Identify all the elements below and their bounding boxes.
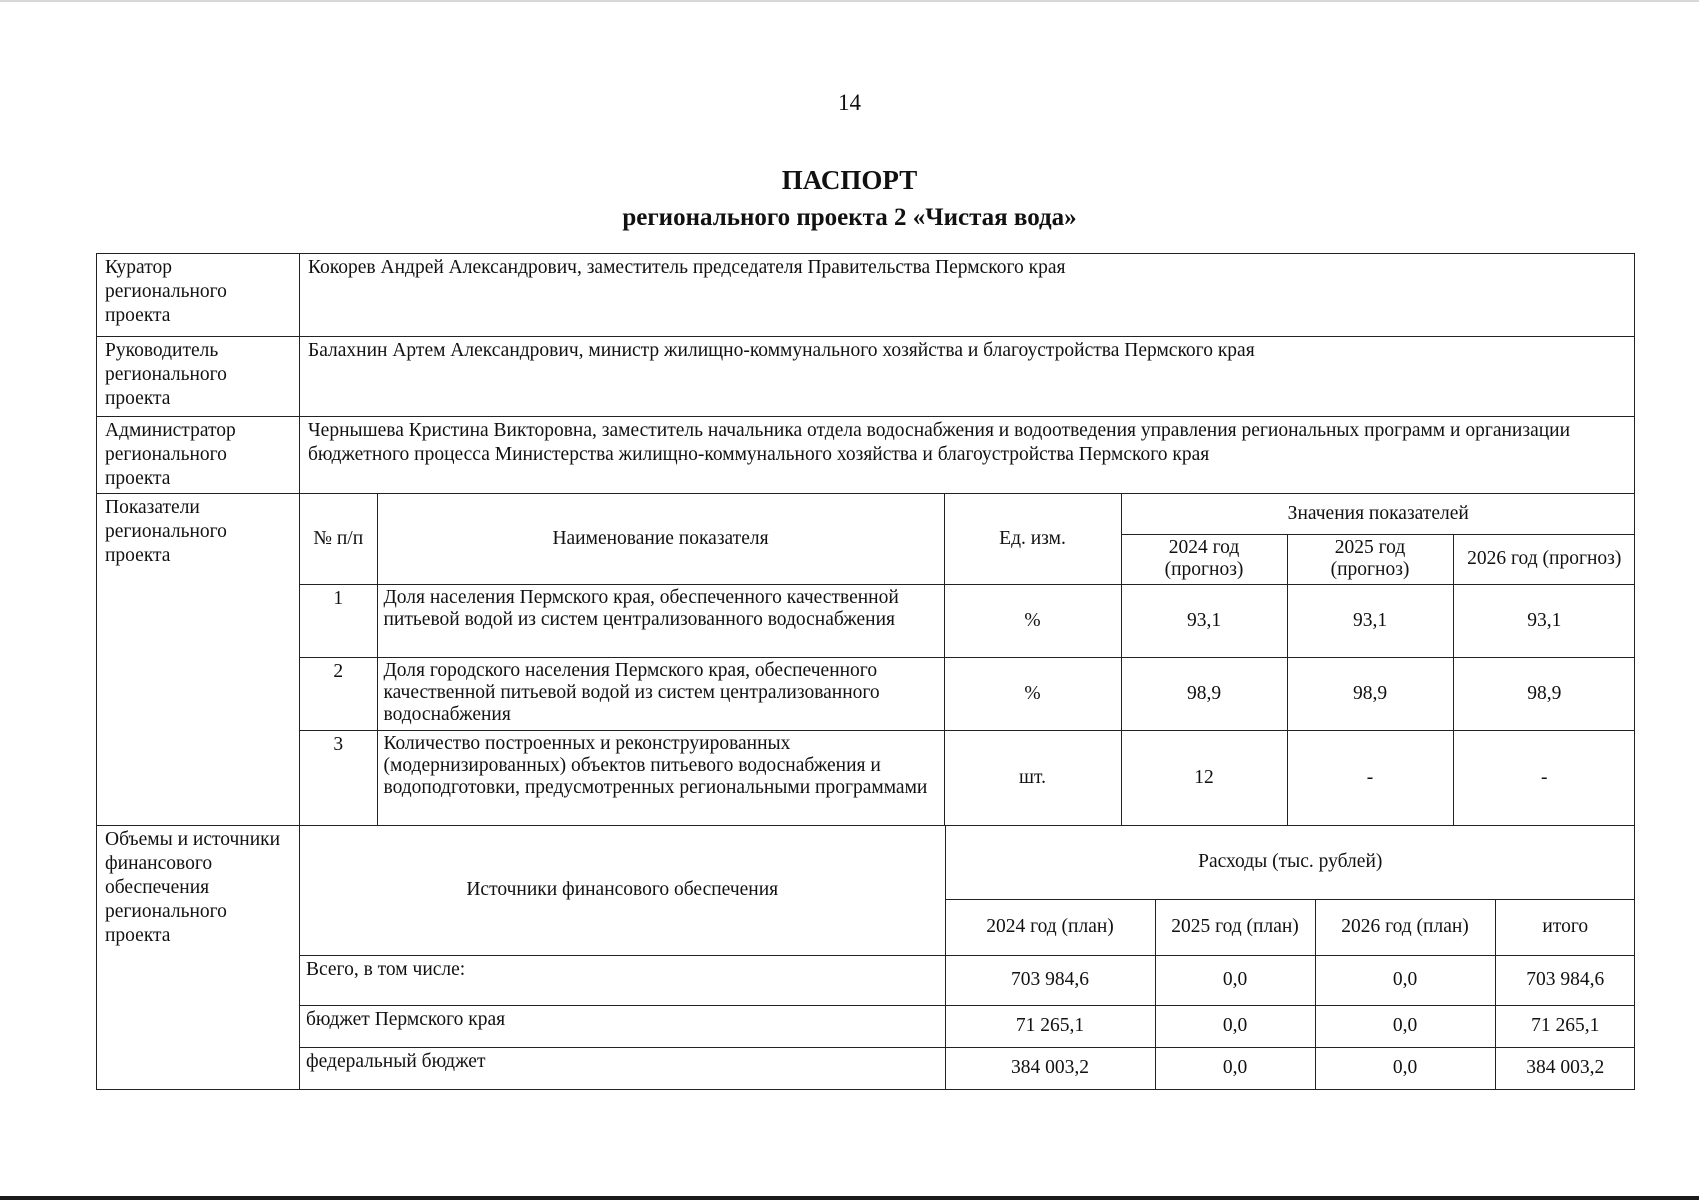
leader-label: Руководитель регионального проекта bbox=[97, 337, 300, 417]
expense-2025: 0,0 bbox=[1155, 1047, 1315, 1089]
indicator-value-2024: 93,1 bbox=[1121, 584, 1287, 657]
indicators-table bbox=[300, 494, 1635, 825]
plan-header-2025: 2025 год (план) bbox=[1155, 899, 1315, 955]
indicators-header-row bbox=[300, 494, 1635, 534]
financing-source: бюджет Пермского края bbox=[300, 1005, 945, 1047]
expenses-header: Расходы (тыс. рублей) bbox=[945, 826, 1635, 899]
financing-table bbox=[300, 826, 1635, 1089]
financing-source: Всего, в том числе: bbox=[300, 955, 945, 1005]
expense-2024: 71 265,1 bbox=[945, 1005, 1155, 1047]
expense-total: 384 003,2 bbox=[1495, 1047, 1635, 1089]
page-number: 14 bbox=[838, 90, 861, 115]
indicator-value-2025: 93,1 bbox=[1287, 584, 1453, 657]
indicator-values-header: Значения показателей bbox=[1121, 494, 1635, 534]
indicator-value-2026: 98,9 bbox=[1453, 657, 1635, 730]
document-title: ПАСПОРТ bbox=[781, 165, 918, 195]
scan-edge-top bbox=[0, 0, 1699, 2]
indicator-unit: шт. bbox=[944, 730, 1121, 825]
curator-row bbox=[97, 254, 1635, 337]
indicator-name: Количество построенных и реконструированных (модернизированных) объектов питьевого водоснабжения и водоподготовки, предусмотренных региональными программами bbox=[377, 730, 944, 825]
expense-total: 703 984,6 bbox=[1495, 955, 1635, 1005]
num-header: № п/п bbox=[300, 494, 377, 584]
indicator-value-2025: - bbox=[1287, 730, 1453, 825]
expense-2025: 0,0 bbox=[1155, 1005, 1315, 1047]
expense-2024: 703 984,6 bbox=[945, 955, 1155, 1005]
indicator-value-2024: 98,9 bbox=[1121, 657, 1287, 730]
row-number: 2 bbox=[300, 657, 377, 730]
financing-header-row bbox=[300, 826, 1635, 899]
expense-total: 71 265,1 bbox=[1495, 1005, 1635, 1047]
row-number: 1 bbox=[300, 584, 377, 657]
expense-2026: 0,0 bbox=[1315, 1005, 1495, 1047]
indicator-value-2026: - bbox=[1453, 730, 1635, 825]
indicator-name-header: Наименование показателя bbox=[377, 494, 944, 584]
financing-label: Объемы и источники финансового обеспечения регионального проекта bbox=[97, 826, 300, 1090]
indicators-label: Показатели регионального проекта bbox=[97, 494, 300, 826]
row-number: 3 bbox=[300, 730, 377, 825]
indicator-name: Доля населения Пермского края, обеспеченного качественной питьевой водой из систем централизованного водоснабжения bbox=[377, 584, 944, 657]
total-header: итого bbox=[1495, 899, 1635, 955]
administrator-value: Чернышева Кристина Викторовна, заместитель начальника отдела водоснабжения и водоотведения управления региональных программ и организации бюджетного процесса Министерства жилищно-коммунального хозяйства и благоустройства Пермского края bbox=[300, 417, 1635, 494]
expense-2025: 0,0 bbox=[1155, 955, 1315, 1005]
indicator-value-2025: 98,9 bbox=[1287, 657, 1453, 730]
administrator-row bbox=[97, 417, 1635, 494]
indicator-value-2026: 93,1 bbox=[1453, 584, 1635, 657]
indicator-name: Доля городского населения Пермского края, обеспеченного качественной питьевой водой из систем централизованного водоснабжения bbox=[377, 657, 944, 730]
administrator-label: Администратор регионального проекта bbox=[97, 417, 300, 494]
financing-source: федеральный бюджет bbox=[300, 1047, 945, 1089]
table-row bbox=[300, 955, 1635, 1005]
financing-source-header: Источники финансового обеспечения bbox=[300, 826, 945, 955]
table-row bbox=[300, 730, 1635, 825]
financing-row bbox=[97, 826, 1635, 1090]
curator-value: Кокорев Андрей Александрович, заместитель председателя Правительства Пермского края bbox=[300, 254, 1635, 337]
indicator-unit: % bbox=[944, 584, 1121, 657]
expense-2026: 0,0 bbox=[1315, 1047, 1495, 1089]
indicator-unit: % bbox=[944, 657, 1121, 730]
year-header-2025: 2025 год (прогноз) bbox=[1287, 534, 1453, 584]
document-subtitle: регионального проекта 2 «Чистая вода» bbox=[622, 204, 1077, 231]
scan-edge-bottom bbox=[0, 1196, 1699, 1200]
indicators-row bbox=[97, 494, 1635, 826]
year-header-2026: 2026 год (прогноз) bbox=[1453, 534, 1635, 584]
table-row bbox=[300, 657, 1635, 730]
expense-2024: 384 003,2 bbox=[945, 1047, 1155, 1089]
curator-label: Куратор регионального проекта bbox=[97, 254, 300, 337]
table-row bbox=[300, 584, 1635, 657]
indicator-value-2024: 12 bbox=[1121, 730, 1287, 825]
plan-header-2024: 2024 год (план) bbox=[945, 899, 1155, 955]
leader-row bbox=[97, 337, 1635, 417]
expense-2026: 0,0 bbox=[1315, 955, 1495, 1005]
plan-header-2026: 2026 год (план) bbox=[1315, 899, 1495, 955]
year-header-2024: 2024 год (прогноз) bbox=[1121, 534, 1287, 584]
passport-table bbox=[96, 253, 1635, 1090]
table-row bbox=[300, 1005, 1635, 1047]
unit-header: Ед. изм. bbox=[944, 494, 1121, 584]
table-row bbox=[300, 1047, 1635, 1089]
leader-value: Балахнин Артем Александрович, министр жилищно-коммунального хозяйства и благоустройства Пермского края bbox=[300, 337, 1635, 417]
